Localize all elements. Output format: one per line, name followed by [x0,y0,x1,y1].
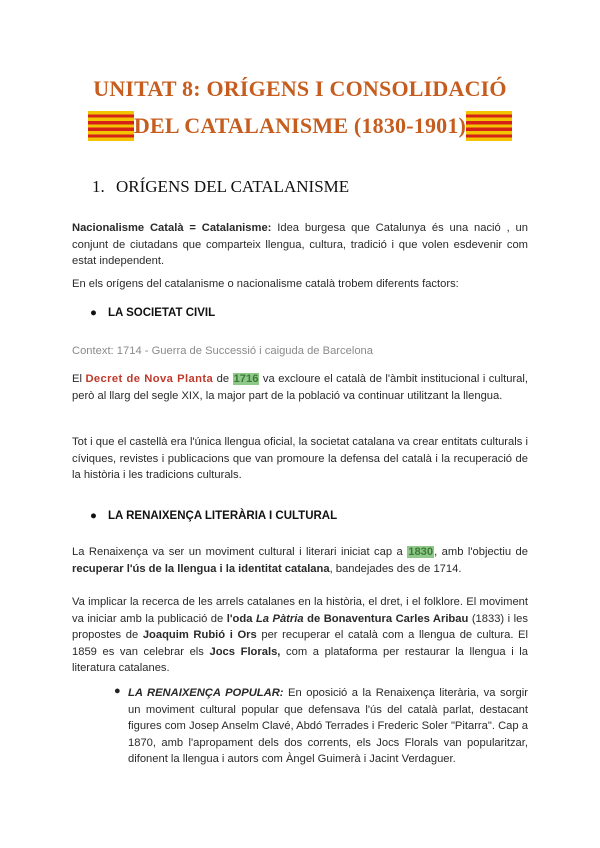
year-highlight: 1830 [408,546,434,558]
renaixenca-paragraph [72,544,528,577]
text-fragment: , amb l'objectiu de [434,546,528,558]
context-line: Context: 1714 - Guerra de Successió i caiguda de Barcelona [72,345,373,357]
nova-planta-paragraph [72,371,528,404]
bold-phrase: recuperar l'ús de la llengua i la identitat catalana [72,562,330,575]
title-line-2: DEL CATALANISME (1830-1901) [133,113,467,138]
catalan-flag-icon [466,111,512,141]
bullet-dot-icon: ● [90,510,97,522]
text-fragment: (1833) i les propostes de [72,612,528,642]
bullet-renaixenca [90,510,337,522]
text-fragment: Va implicar la recerca de les arrels catalanes en la història, el dret, i el folklore. El moviment va iniciar amb la publicació de [72,596,528,625]
text-fragment: va excloure el català de l'àmbit institucional i cultural, però al llarg del segle XIX, la major part de la població va continuar utilitzant la llengua. [72,373,528,402]
bold-phrase: Jocs Florals, [209,645,281,658]
author-name: Joaquim Rubió i Ors [142,629,257,642]
bullet-label: LA RENAIXENÇA LITERÀRIA I CULTURAL [108,510,338,522]
text-fragment: La Renaixença va ser un moviment cultural i literari iniciat cap a [72,546,408,558]
section-title: ORÍGENS DEL CATALANISME [116,177,350,196]
section-number: 1. [92,177,105,196]
text-fragment: , bandejades des de 1714. [329,562,462,575]
bold-phrase: l'oda [226,612,256,625]
bullet-societat-civil [90,307,215,319]
definition-term: Nacionalisme Català = Catalanisme: [72,222,272,234]
sub-bullet-text [128,685,528,768]
poem-title: La Pàtria [255,612,304,625]
bullet-dot-icon: ● [90,307,97,319]
intro-paragraph: En els orígens del catalanisme o nacionalisme català trobem diferents factors: [72,278,459,290]
text-fragment: per recuperar el català com a llengua de cultura. El 1859 es van celebrar els [72,629,528,658]
text-fragment: de [213,373,233,385]
title-line-1: UNITAT 8: ORÍGENS I CONSOLIDACIÓ [93,76,507,101]
societat-paragraph: Tot i que el castellà era l'única llengua oficial, la societat catalana va crear entitats culturals i cíviques, revistes i publicacions que van promoure la defensa del català i la recuperació de la història i les tradicions culturals. [72,436,528,482]
section-heading [92,177,349,197]
decree-link-text: Decret de Nova Planta [85,373,214,385]
bullet-label: LA SOCIETAT CIVIL [108,307,216,319]
sub-bullet-term: LA RENAIXENÇA POPULAR: [128,687,284,699]
bullet-dot-icon: ● [114,685,121,697]
text-fragment: En oposició a la Renaixença literària, va sorgir un moviment cultural popular que defensava l'ús del català parlat, destacant figures com Josep Anselm Clavé, Abdó Terrades i Frederic Soler "Pitarra". Cap a 1870, amb l'apropament dels dos corrents, els Jocs Florals van popularitzar, difonent la llengua i autors com Àngel Guimerà i Jacint Verdaguer. [128,687,528,766]
bold-phrase: de [303,612,324,625]
year-highlight: 1716 [233,373,259,385]
text-fragment: El [72,373,86,385]
jocs-florals-paragraph [72,594,528,677]
definition-paragraph [72,220,528,270]
author-name: Bonaventura Carles Aribau [323,612,469,625]
definition-text: Idea burgesa que Catalunya és una nació , un conjunt de ciutadans que comparteix llengua, cultura, tradició i que volen esdevenir com estat independent. [72,222,528,268]
text-fragment: com a plataforma per restaurar la llengua i la literatura catalanes. [72,645,528,675]
